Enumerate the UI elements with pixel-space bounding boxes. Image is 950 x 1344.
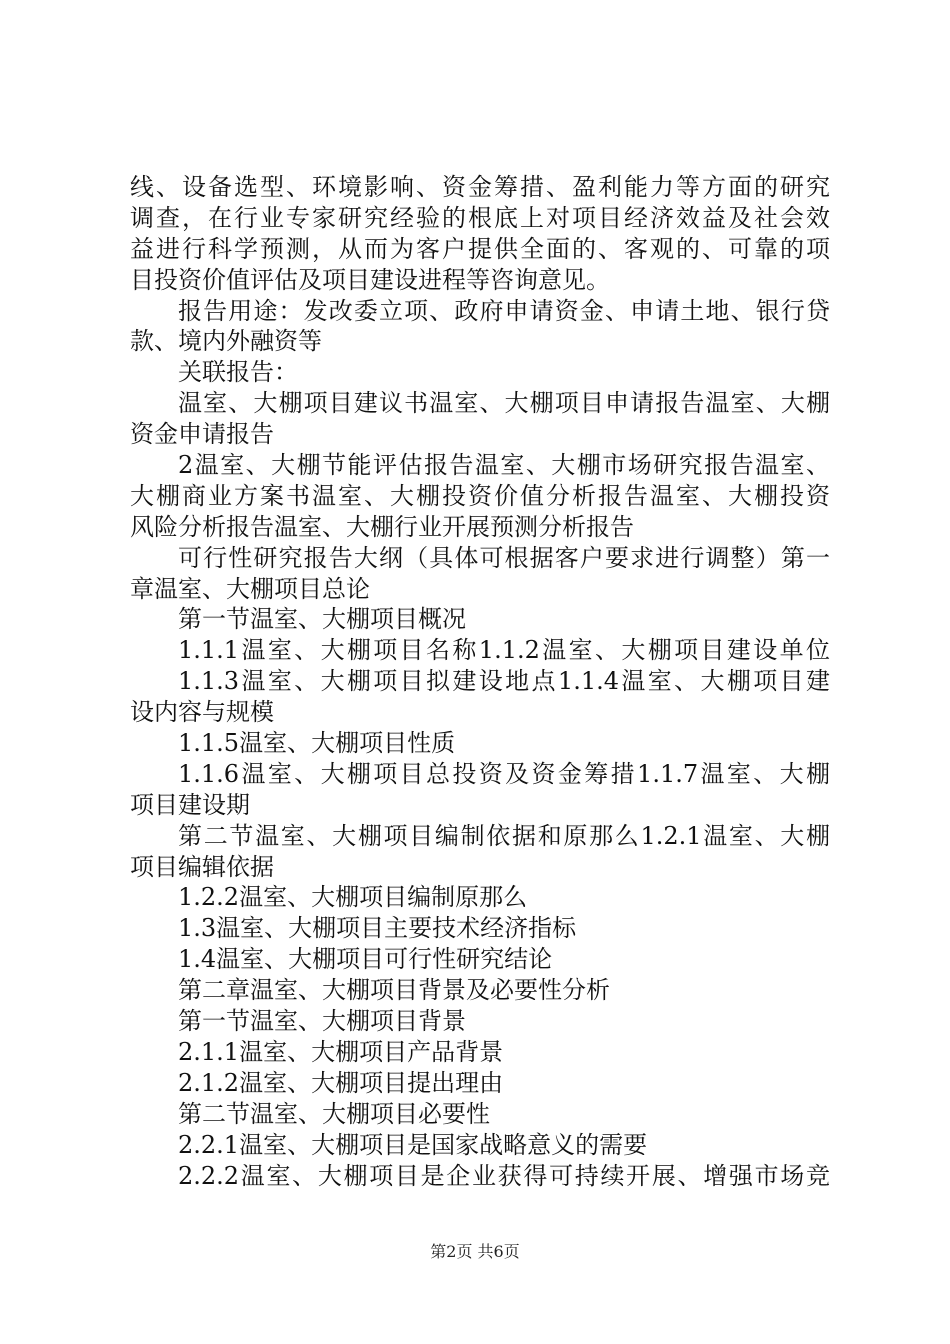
paragraph-line: 2.1.2温室、大棚项目提出理由	[178, 1068, 504, 1097]
paragraph-line: 1.1.6温室、大棚项目总投资及资金筹措1.1.7温室、大棚	[178, 759, 830, 788]
paragraph-line: 1.1.3温室、大棚项目拟建设地点1.1.4温室、大棚项目建	[178, 667, 830, 696]
section-heading: 第一节温室、大棚项目背景	[178, 1007, 466, 1036]
paragraph-line: 2.1.1温室、大棚项目产品背景	[178, 1037, 504, 1066]
paragraph-line: 1.2.2温室、大棚项目编制原那么	[178, 883, 528, 912]
paragraph-line: 关联报告：	[178, 358, 298, 387]
paragraph-line: 益进行科学预测，从而为客户提供全面的、客观的、可靠的项	[130, 234, 830, 263]
paragraph-line: 目投资价值评估及项目建设进程等咨询意见。	[130, 265, 610, 294]
paragraph-line: 2温室、大棚节能评估报告温室、大棚市场研究报告温室、	[178, 451, 830, 480]
paragraph-line: 报告用途：发改委立项、政府申请资金、申请土地、银行贷	[178, 296, 830, 325]
paragraph-line: 1.1.1温室、大棚项目名称1.1.2温室、大棚项目建设单位	[178, 636, 830, 665]
document-body	[130, 172, 830, 1191]
paragraph-line: 项目编辑依据	[130, 852, 274, 881]
paragraph-line: 设内容与规模	[130, 698, 274, 727]
paragraph-line: 1.1.5温室、大棚项目性质	[178, 729, 456, 758]
paragraph-line: 款、境内外融资等	[130, 327, 322, 356]
paragraph-line: 线、设备选型、环境影响、资金筹措、盈利能力等方面的研究	[130, 173, 830, 201]
chapter-heading: 第二章温室、大棚项目背景及必要性分析	[178, 976, 610, 1005]
paragraph-line: 大棚商业方案书温室、大棚投资价值分析报告温室、大棚投资	[130, 481, 830, 510]
paragraph-line: 项目建设期	[130, 790, 250, 819]
paragraph-line: 调查，在行业专家研究经验的根底上对项目经济效益及社会效	[130, 203, 830, 232]
paragraph-line: 章温室、大棚项目总论	[130, 574, 370, 603]
paragraph-line: 2.2.2温室、大棚项目是企业获得可持续开展、增强市场竞	[178, 1161, 830, 1190]
paragraph-line: 2.2.1温室、大棚项目是国家战略意义的需要	[178, 1130, 648, 1159]
section-heading: 第二节温室、大棚项目编制依据和原那么1.2.1温室、大棚	[178, 821, 830, 850]
section-heading: 第一节温室、大棚项目概况	[178, 605, 466, 634]
paragraph-line: 1.4温室、大棚项目可行性研究结论	[178, 945, 553, 974]
section-heading: 第二节温室、大棚项目必要性	[178, 1099, 490, 1128]
page-footer: 第2页 共6页	[430, 1242, 520, 1261]
paragraph-line: 资金申请报告	[130, 420, 274, 449]
paragraph-line: 温室、大棚项目建议书温室、大棚项目申请报告温室、大棚	[178, 389, 830, 418]
paragraph-line: 风险分析报告温室、大棚行业开展预测分析报告	[130, 512, 634, 541]
paragraph-line: 1.3温室、大棚项目主要技术经济指标	[178, 914, 577, 943]
paragraph-line: 可行性研究报告大纲（具体可根据客户要求进行调整）第一	[178, 543, 830, 572]
